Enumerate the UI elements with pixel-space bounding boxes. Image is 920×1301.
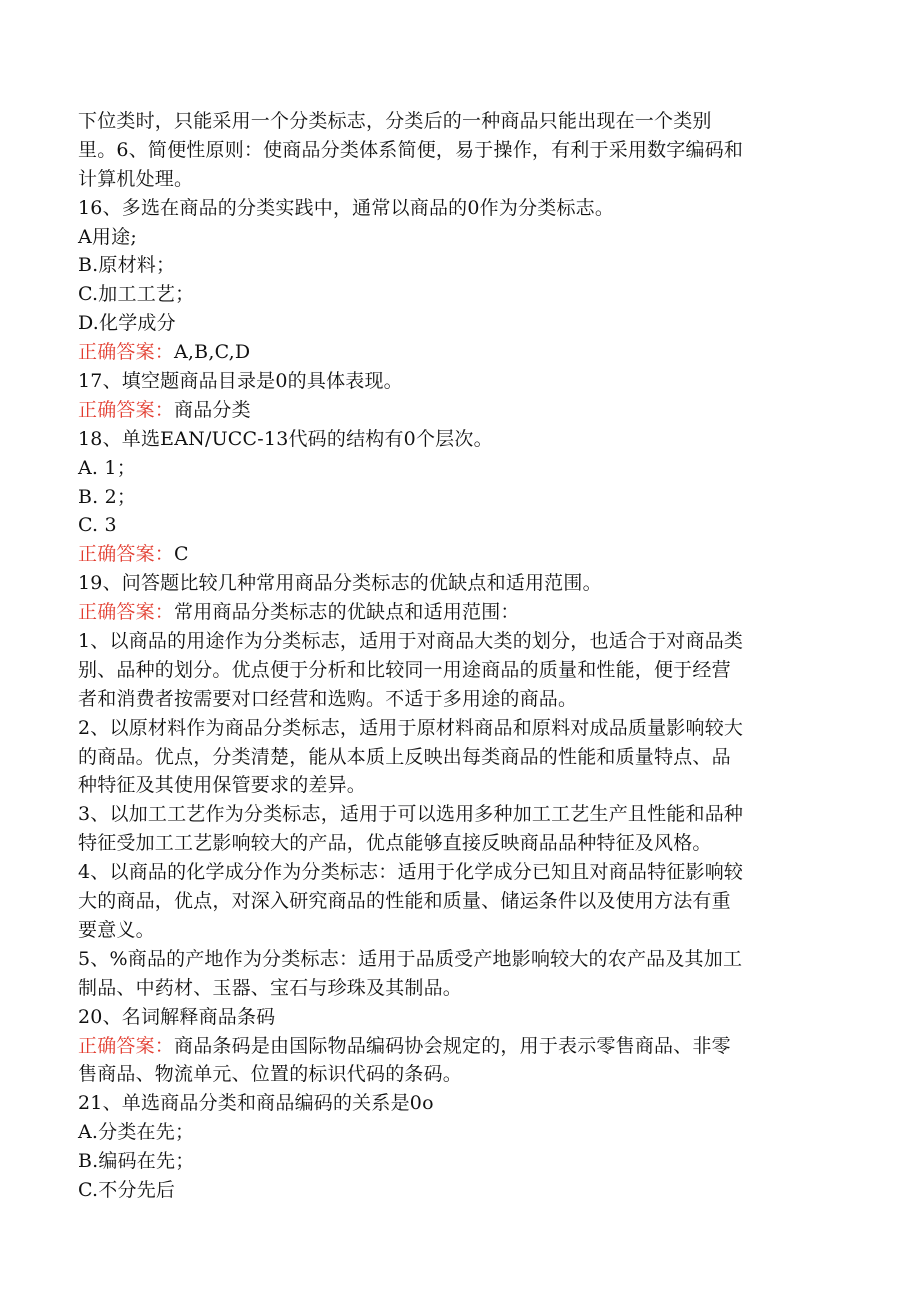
option-b: B.编码在先； [78,1150,195,1173]
text-line: 里。6、简便性原则：使商品分类体系简便，易于操作，有利于采用数字编码和 [78,138,744,161]
text-line: 大的商品，优点，对深入研究商品的性能和质量、储运条件以及使用方法有重 [78,890,731,913]
document-page [78,107,848,1205]
question-18: 18、单选EAN/UCC-13代码的结构有0个层次。 [78,427,493,450]
question-19: 19、问答题比较几种常用商品分类标志的优缺点和适用范围。 [78,572,602,595]
answer-label: 正确答案： [78,543,175,566]
text-line: 售商品、物流单元、位置的标识代码的条码。 [78,1063,463,1086]
option-d: D.化学成分 [78,312,176,335]
text-line: 种特征及其使用保管要求的差异。 [78,774,367,797]
answer-text: 商品分类 [174,398,251,421]
option-c: C. 3 [78,514,117,537]
question-16: 16、多选在商品的分类实践中，通常以商品的0作为分类标志。 [78,196,615,219]
option-b: B.原材料； [78,254,176,277]
option-a: A用途; [78,225,137,248]
question-20: 20、名词解释商品条码 [78,1005,276,1028]
answer-line [78,540,848,569]
answer-label: 正确答案： [78,398,175,421]
option-b: B. 2； [78,485,137,508]
option-c: C.加工工艺； [78,283,195,306]
text-line: 4、以商品的化学成分作为分类标志：适用于化学成分已知且对商品特征影响较 [78,861,744,884]
text-line: 1、以商品的用途作为分类标志，适用于对商品大类的划分，也适合于对商品类 [78,630,744,653]
text-line: 别、品种的划分。优点便于分析和比较同一用途商品的质量和性能，便于经营 [78,658,731,681]
option-c: C.不分先后 [78,1178,176,1201]
question-17: 17、填空题商品目录是0的具体表现。 [78,370,403,393]
answer-text: 常用商品分类标志的优缺点和适用范围： [174,601,520,624]
text-line: 特征受加工工艺影响较大的产品，优点能够直接反映商品品种特征及风格。 [78,832,712,855]
answer-line [78,1032,848,1061]
text-line: 5、%商品的产地作为分类标志：适用于品质受产地影响较大的农产品及其加工 [78,947,743,970]
text-line: 2、以原材料作为商品分类标志，适用于原材料商品和原料对成品质量影响较大 [78,716,744,739]
question-21: 21、单选商品分类和商品编码的关系是0o [78,1092,434,1115]
option-a: A.分类在先； [78,1121,195,1144]
text-line: 计算机处理。 [78,167,194,190]
text-line: 要意义。 [78,918,155,941]
text-line: 制品、中药材、玉器、宝石与珍珠及其制品。 [78,976,463,999]
answer-line [78,396,848,425]
answer-text: C [174,543,189,566]
answer-label: 正确答案： [78,601,175,624]
option-a: A. 1； [78,456,136,479]
text-line: 的商品。优点，分类清楚，能从本质上反映出每类商品的性能和质量特点、品 [78,745,731,768]
text-line: 3、以加工工艺作为分类标志，适用于可以选用多种加工工艺生产且性能和品种 [78,803,744,826]
answer-line [78,338,848,367]
text-line: 者和消费者按需要对口经营和选购。不适于多用途的商品。 [78,687,578,710]
answer-line [78,598,848,627]
answer-text: A,B,C,D [174,341,251,364]
text-line: 下位类时，只能采用一个分类标志，分类后的一种商品只能出现在一个类别 [78,110,712,132]
answer-label: 正确答案： [78,341,175,364]
answer-label: 正确答案： [78,1034,175,1057]
answer-text: 商品条码是由国际物品编码协会规定的，用于表示零售商品、非零 [174,1034,731,1057]
